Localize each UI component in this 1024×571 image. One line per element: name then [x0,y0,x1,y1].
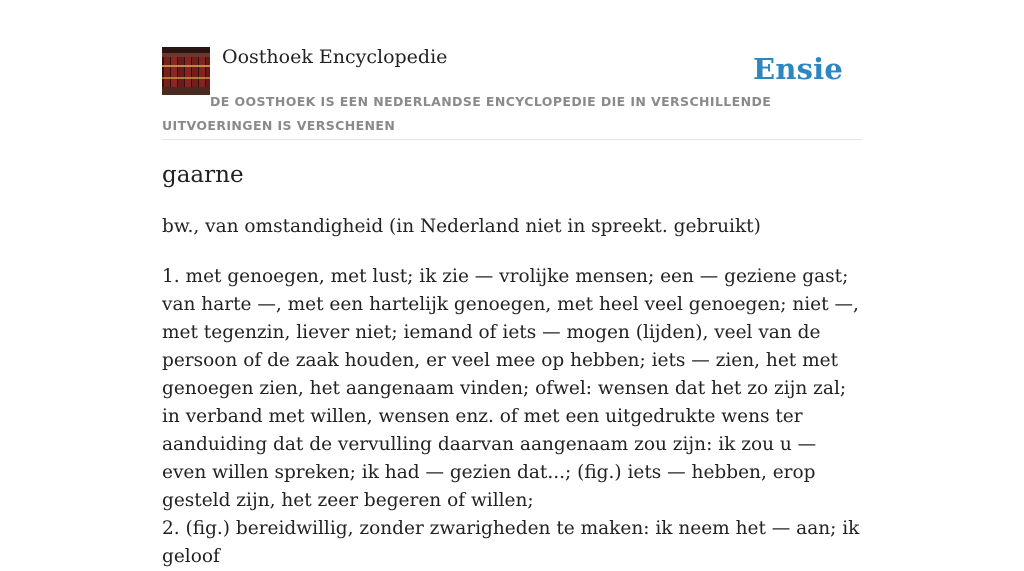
site-tagline: DE OOSTHOEK IS EEN NEDERLANDSE ENCYCLOPEDIE DIE IN VERSCHILLENDE UITVOERINGEN IS VERSCHENEN [162,94,772,133]
definition-sense: 2. (fig.) bereidwillig, zonder zwarigheden te maken: ik neem het — aan; ik geloof [162,518,860,567]
page [162,0,862,567]
ensie-brand-link[interactable]: Ensie [753,52,843,86]
site-header [162,0,862,140]
entry-definition [162,263,862,571]
site-logo-icon[interactable] [162,47,210,95]
site-title-link[interactable]: Oosthoek Encyclopedie [222,46,448,68]
encyclopedia-books-icon [162,47,210,95]
entry-grammar: bw., van omstandigheid (in Nederland niet in spreekt. gebruikt) [162,216,761,237]
entry-term: gaarne [162,162,244,188]
definition-sense: 1. met genoegen, met lust; ik zie — vrolijke mensen; een — geziene gast; van harte —, met een hartelijk genoegen, met heel veel genoegen; niet —, met tegenzin, liever niet; iemand of iets — mogen (lijden), veel van de persoon of de zaak houden, er veel mee op hebben; iets — zien, het met genoegen zien, het aangenaam vinden; ofwel: wensen dat het zo zijn zal; in verband met willen, wensen enz. of met een uitgedrukte wens ter aanduiding dat de vervulling daarvan aangenaam zou zijn: ik zou u — even willen spreken; ik had — gezien dat...; (fig.) iets — hebben, erop gesteld zijn, het zeer begeren of willen; [162,266,859,511]
